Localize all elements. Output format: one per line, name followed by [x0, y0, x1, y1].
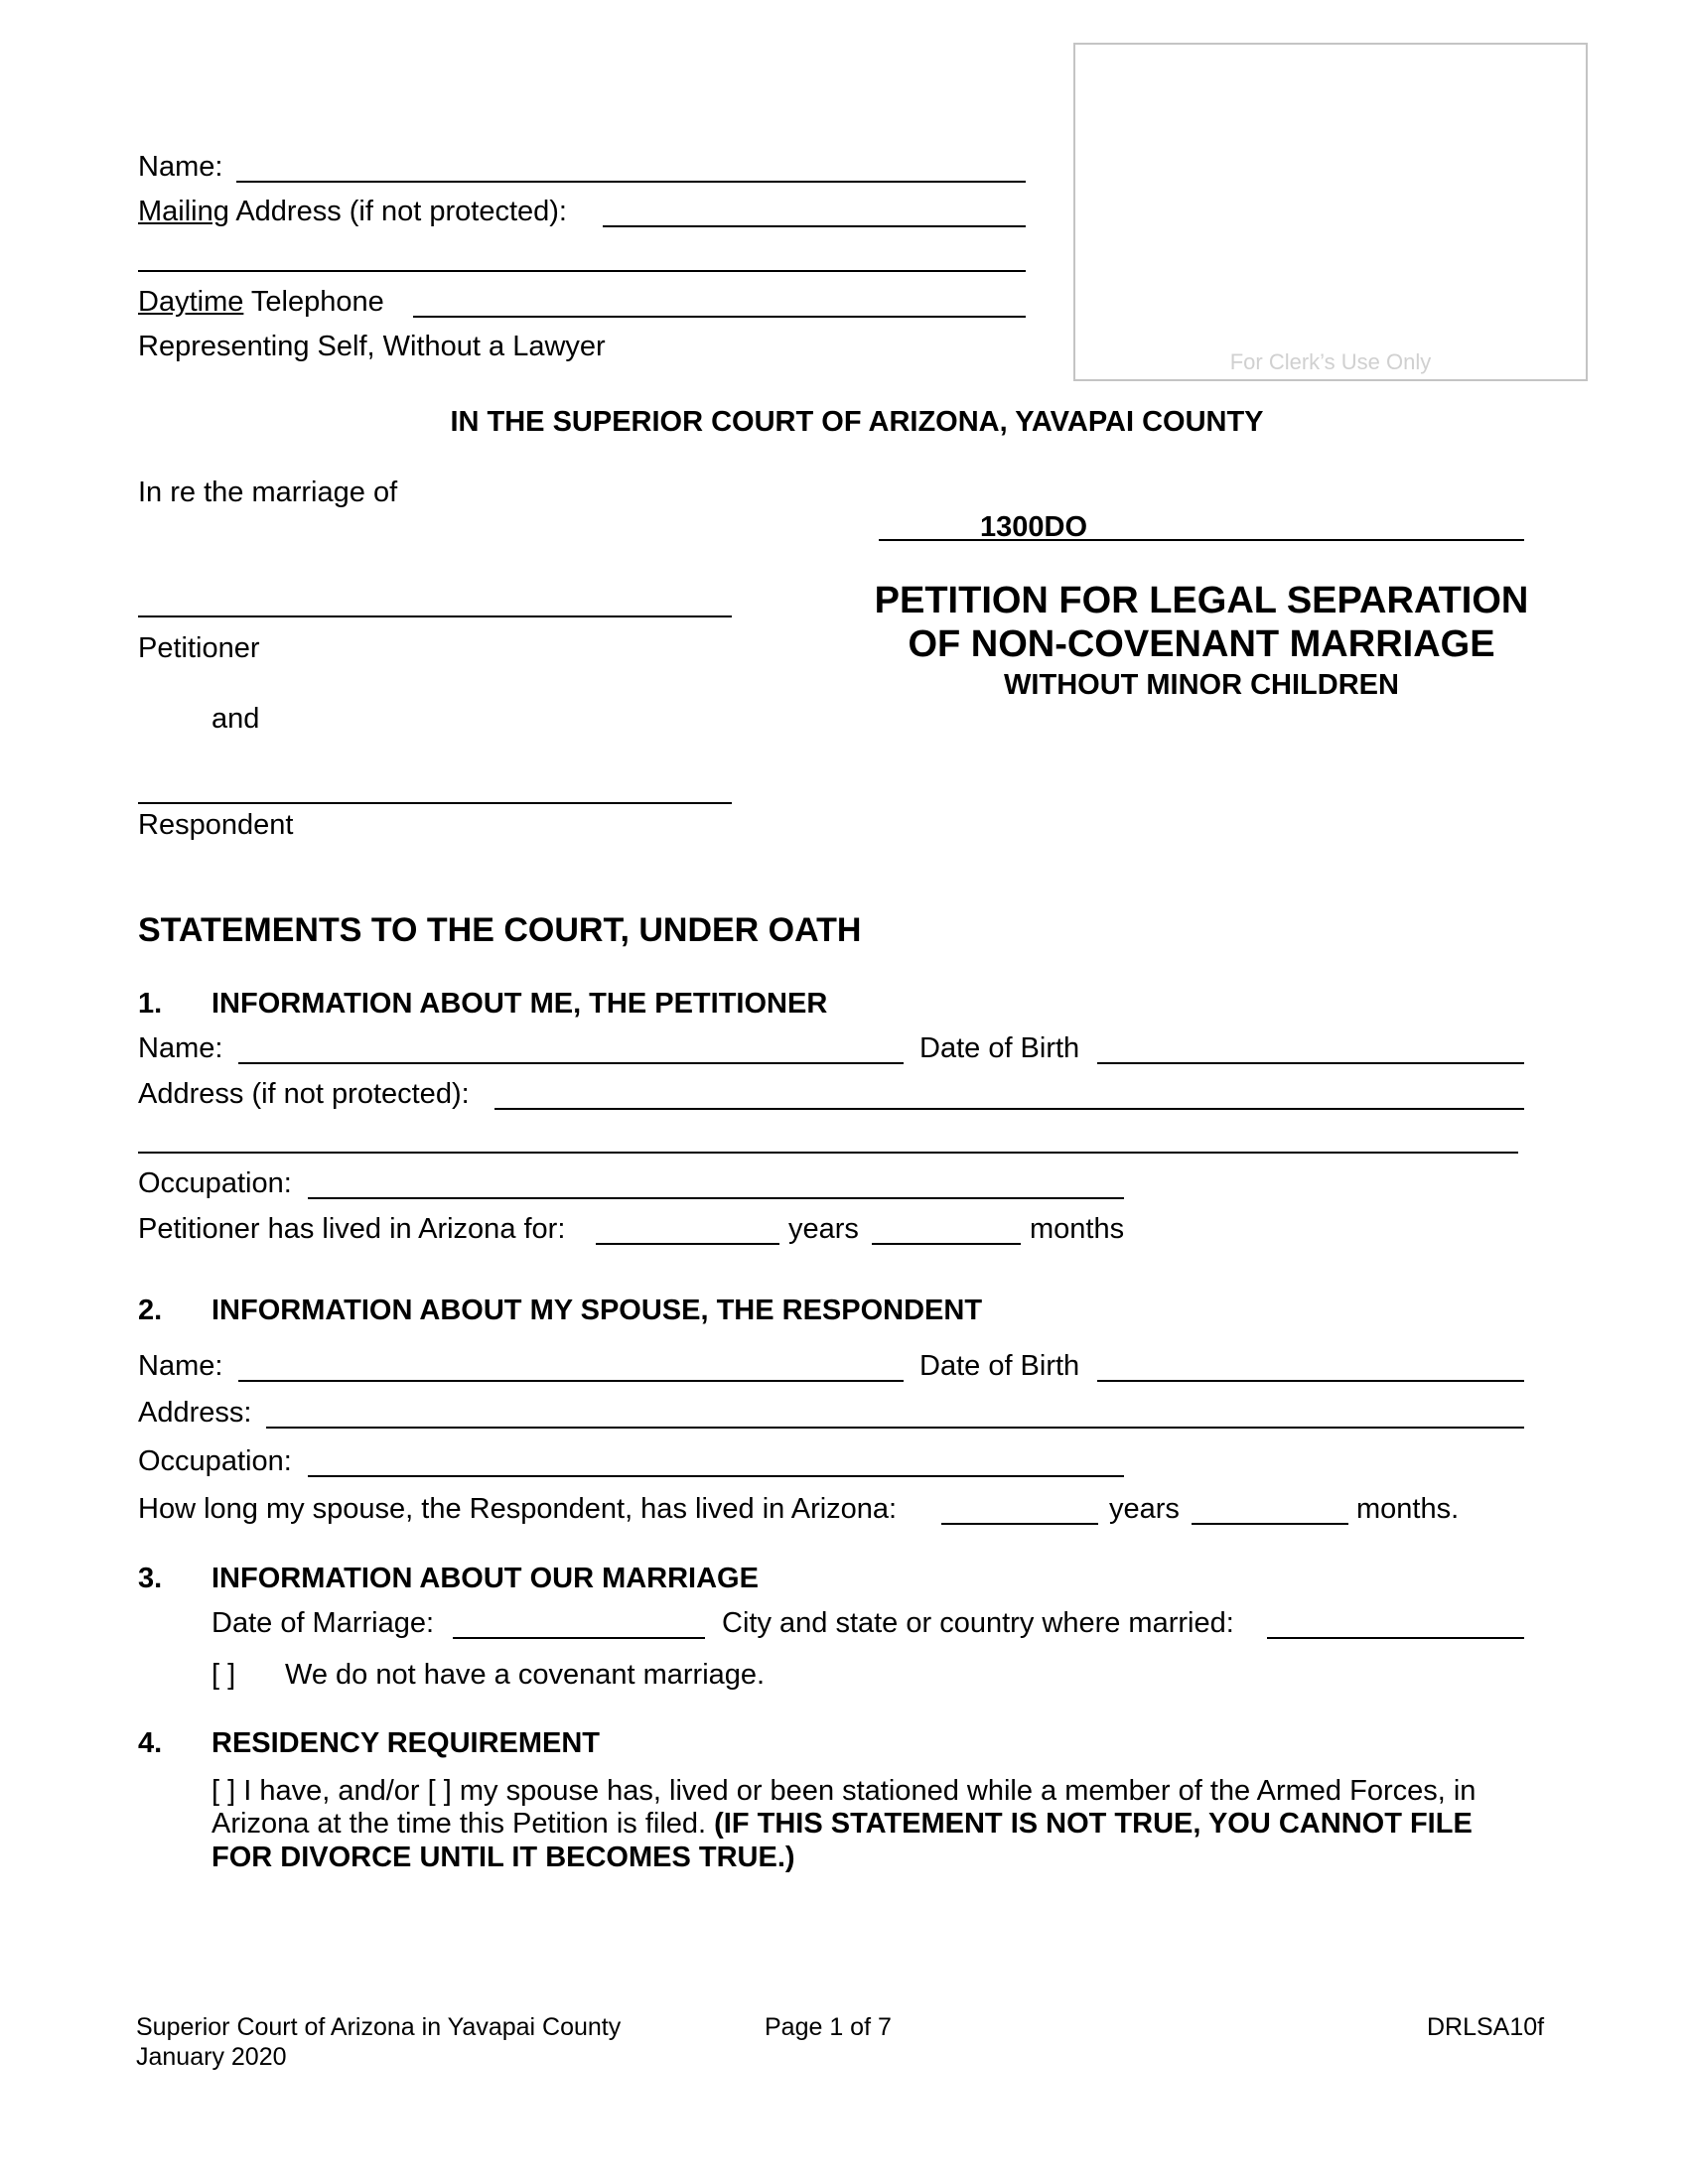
section1-number: 1. — [138, 988, 163, 1020]
representing-self: Representing Self, Without a Lawyer — [138, 331, 606, 362]
marriage-date-label: Date of Marriage: — [211, 1607, 435, 1639]
footer-page-number: Page 1 of 7 — [765, 2013, 892, 2041]
residency-line2-normal: Arizona at the time this Petition is filed. — [211, 1808, 715, 1840]
name-field[interactable] — [236, 181, 1026, 183]
name-label: Name: — [138, 151, 223, 183]
residency-warning-line3: FOR DIVORCE UNTIL IT BECOMES TRUE.) — [211, 1842, 795, 1873]
section3-number: 3. — [138, 1563, 163, 1594]
respondent-dob-input[interactable] — [1097, 1380, 1524, 1382]
petitioner-name-field[interactable] — [138, 615, 732, 617]
respondent-years-input[interactable] — [941, 1523, 1098, 1525]
residency-warning: (IF THIS STATEMENT IS NOT TRUE, YOU CANNOT FILE — [714, 1808, 1473, 1840]
covenant-statement: We do not have a covenant marriage. — [285, 1659, 766, 1691]
petitioner-lived-label: Petitioner has lived in Arizona for: — [138, 1213, 566, 1245]
mailing-word: Mailing — [138, 196, 229, 227]
mailing-address-label — [138, 194, 567, 229]
respondent-name-label: Name: — [138, 1350, 223, 1382]
marriage-city-label: City and state or country where married: — [722, 1607, 1234, 1639]
respondent-months-input[interactable] — [1192, 1523, 1348, 1525]
petitioner-dob-input[interactable] — [1097, 1062, 1524, 1064]
petition-title-line1: PETITION FOR LEGAL SEPARATION — [874, 580, 1529, 621]
marriage-city-input[interactable] — [1267, 1637, 1524, 1639]
clerk-use-label: For Clerk’s Use Only — [1229, 349, 1432, 374]
section3-heading: INFORMATION ABOUT OUR MARRIAGE — [211, 1563, 759, 1594]
case-number-field[interactable] — [879, 539, 1524, 541]
covenant-checkbox[interactable]: [ ] — [211, 1659, 236, 1691]
respondent-years-label: years — [1109, 1493, 1180, 1525]
petitioner-name-label: Name: — [138, 1032, 223, 1064]
case-number: 1300DO — [980, 511, 1088, 543]
petitioner-months-input[interactable] — [872, 1243, 1021, 1245]
petitioner-months-label: months — [1030, 1213, 1125, 1245]
petitioner-label: Petitioner — [138, 632, 260, 664]
petition-subtitle: WITHOUT MINOR CHILDREN — [1004, 669, 1399, 701]
residency-line1: [ ] I have, and/or [ ] my spouse has, lived or been stationed while a member of the Armed Forces, in — [211, 1775, 1477, 1807]
petitioner-occupation-label: Occupation: — [138, 1167, 292, 1199]
section2-number: 2. — [138, 1295, 163, 1326]
section4-heading: RESIDENCY REQUIREMENT — [211, 1727, 601, 1759]
court-title: IN THE SUPERIOR COURT OF ARIZONA, YAVAPAI COUNTY — [450, 406, 1264, 438]
petitioner-address-label: Address (if not protected): — [138, 1078, 470, 1110]
respondent-dob-label: Date of Birth — [919, 1350, 1080, 1382]
footer-form-id: DRLSA10f — [1427, 2013, 1545, 2041]
residency-line2 — [211, 1806, 1473, 1842]
respondent-occupation-label: Occupation: — [138, 1445, 292, 1477]
and-label: and — [211, 703, 260, 735]
daytime-word: Daytime — [138, 286, 244, 318]
footer-date: January 2020 — [136, 2043, 287, 2071]
section2-heading: INFORMATION ABOUT MY SPOUSE, THE RESPONDENT — [211, 1295, 983, 1326]
respondent-lived-label: How long my spouse, the Respondent, has lived in Arizona: — [138, 1493, 898, 1525]
mailing-address-field-2[interactable] — [138, 270, 1026, 272]
petitioner-years-label: years — [788, 1213, 859, 1245]
mailing-address-field[interactable] — [603, 225, 1026, 227]
daytime-telephone-label — [138, 284, 384, 320]
respondent-occupation-input[interactable] — [308, 1475, 1124, 1477]
petitioner-address-input-2[interactable] — [138, 1152, 1518, 1154]
respondent-name-input[interactable] — [238, 1380, 904, 1382]
respondent-name-field[interactable] — [138, 802, 732, 804]
petitioner-occupation-input[interactable] — [308, 1197, 1124, 1199]
telephone-field[interactable] — [413, 316, 1026, 318]
mailing-rest: Address (if not protected): — [228, 196, 567, 227]
in-re-marriage: In re the marriage of — [138, 477, 398, 508]
section1-heading: INFORMATION ABOUT ME, THE PETITIONER — [211, 988, 828, 1020]
marriage-date-input[interactable] — [453, 1637, 705, 1639]
clerk-use-box — [1073, 43, 1588, 381]
respondent-months-label: months. — [1356, 1493, 1460, 1525]
statements-heading: STATEMENTS TO THE COURT, UNDER OATH — [138, 911, 862, 949]
footer-court: Superior Court of Arizona in Yavapai County — [136, 2013, 622, 2041]
petitioner-address-input[interactable] — [494, 1108, 1524, 1110]
respondent-address-label: Address: — [138, 1397, 252, 1429]
section4-number: 4. — [138, 1727, 163, 1759]
petitioner-dob-label: Date of Birth — [919, 1032, 1080, 1064]
petitioner-years-input[interactable] — [596, 1243, 779, 1245]
petition-title-line2: OF NON-COVENANT MARRIAGE — [908, 623, 1495, 665]
respondent-address-input[interactable] — [266, 1427, 1524, 1429]
respondent-label: Respondent — [138, 809, 294, 841]
daytime-rest: Telephone — [243, 286, 384, 318]
petitioner-name-input[interactable] — [238, 1062, 904, 1064]
